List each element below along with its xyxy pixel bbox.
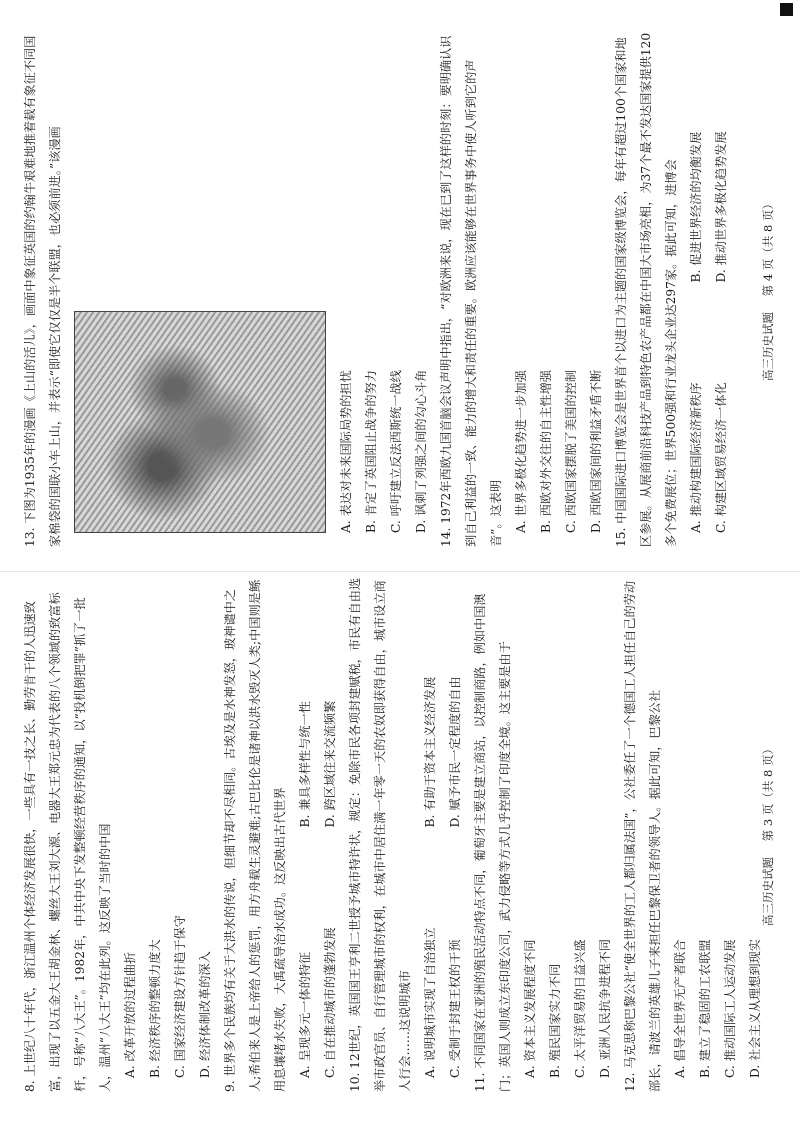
- question-8-stem: 8. 上世纪八十年代，浙江温州个体经济发展很快，一些具有一技之长、勤劳肯干的人迅速致富，出现了以五金大王胡金林、螺丝大王刘大源、电器大王郑元忠为代表的八个领域的致富标杆，号称“八大王”。1982年，中共中央下发整顿经营秩序的通知，以“投机倒把罪”抓了一批人，温州“八大王”均在此列。这反映了当时的中国: [23, 592, 112, 1092]
- q9-option-c: C. 自在推动城市的蓬勃发展: [323, 927, 337, 1078]
- page-3-footer: [756, 577, 781, 1092]
- q15-option-d: D. 推动世界多极化趋势发展: [714, 131, 728, 283]
- q11-option-c: C. 太平洋贸易的日益兴盛: [573, 939, 587, 1078]
- page-4-footer: [756, 32, 781, 547]
- q11-option-b: B. 殖民国家实力不同: [548, 963, 562, 1078]
- q12-option-d: D. 社会主义从理想到现实: [748, 939, 762, 1078]
- q13-option-b: B. 肯定了英国阻止战争的努力: [364, 370, 378, 533]
- question-14-stem: 14. 1972年西欧九国首脑会议声明中指出，“对欧洲来说，现在已到了这样的时刻：要明确认识到自己利益的一致、能力的增大和责任的重要。欧洲应该能够在世界事务中使人听到它的声音”。这表明: [439, 35, 503, 547]
- q15-option-c: C. 构建区域贸易经济一体化: [714, 382, 728, 533]
- question-11-stem: 11. 不同国家在亚洲的殖民活动特点不同，葡萄牙主要是建立商站，以控制商路，例如中国澳门；英国人则成立东印度公司，武力侵略等方式几乎控制了印度全境。这主要是由于: [473, 593, 512, 1092]
- q9-option-d: D. 跨区域往来交流频繁: [323, 700, 337, 828]
- q11-option-a: A. 资本主义发展程度不同: [523, 939, 537, 1078]
- question-9-stem: 9. 世界多个民族均有关于大洪水的传说，但细节却不尽相同。古埃及是水神发怒，玻神谴中之人;希伯来人是上帝给人的惩罚，用方舟载生灵避难;古巴比伦是诸神以洪水毁灭人类;中国则是鲧用息壤堵水失败，大禹疏导治水成功。这反映出古代世界: [223, 579, 287, 1092]
- q12-option-a: A. 倡导全世界无产者联合: [673, 939, 687, 1078]
- q12-option-c: C. 推动国际工人运动发展: [723, 939, 737, 1078]
- q8-option-a: A. 改革开放的过程曲折: [123, 951, 137, 1078]
- q14-option-b: B. 西欧对外交往的自主性增强: [539, 370, 553, 533]
- q13-option-d: D. 讽刺了列强之间的勾心斗角: [414, 369, 428, 533]
- q10-option-b: B. 有助于资本主义经济发展: [423, 676, 437, 828]
- corner-mark: [780, 3, 793, 16]
- q10-option-a: A. 说明城市实现了自治独立: [423, 927, 437, 1078]
- q8-option-d: D. 经济体制改革的深入: [198, 951, 212, 1078]
- q9-option-b: B. 兼具多样性与统一性: [298, 701, 312, 828]
- q14-option-a: A. 世界多极化趋势进一步加强: [514, 370, 528, 533]
- q10-option-c: C. 受制于封建王权的干预: [448, 939, 462, 1078]
- q15-option-b: B. 促进世界经济的均衡发展: [689, 131, 703, 283]
- q8-option-b: B. 经济秩序的整顿力度大: [148, 939, 162, 1078]
- question-15-stem: 15. 中国国际进口博览会是世界首个以进口为主题的国家级博览会，每年有超过100个国家和地区参展。从展商前沿科技产品到特色农产品都在中国大市场亮相，为37个最不发达国家提供120多个免费展位；世界500强和行业龙头企业达297家。据此可知，进博会: [614, 32, 678, 547]
- q10-option-d: D. 赋予市民一定程度的自由: [448, 676, 462, 828]
- q14-option-d: D. 西欧国家间的利益矛盾不断: [589, 369, 603, 533]
- footer-subject: 高三历史试题: [761, 856, 775, 926]
- question-12-stem: 12. 马克思称巴黎公社“使全世界的工人都归属法国”，公社委任了一个德国工人担任自己的劳动部长，请波兰的英雄儿子来担任巴黎保卫者的领导人。据此可知，巴黎公社: [623, 580, 662, 1092]
- q11-option-d: D. 亚洲人民抗争进程不同: [598, 939, 612, 1078]
- exam-page-3: [18, 577, 778, 1092]
- q8-option-c: C. 国家经济建设方针趋于保守: [173, 915, 187, 1078]
- q14-option-c: C. 西欧国家摆脱了美国的控制: [564, 370, 578, 533]
- footer-page-number: 第 3 页（共 8 页）: [761, 743, 775, 842]
- q13-option-a: A. 表达对未来国际局势的担忧: [339, 370, 353, 533]
- footer-page-number: 第 4 页（共 8 页）: [761, 198, 775, 297]
- question-10-stem: 10. 12世纪，英国国王亨利二世授予城市特许状，规定：免除市民各项封建赋税，市民有自由选举市政官员、自行管理城市的权利，在城市中居住满一年零一天的农奴即获得自由，城市设立商人行会……这说明城市: [348, 577, 412, 1092]
- footer-subject: 高三历史试题: [761, 311, 775, 381]
- cartoon-image: [74, 311, 326, 533]
- question-13-stem: 13. 下图为1935年的漫画《上山的活儿》，画面中象征英国的约翰牛艰难地推着载有象征不同国家棉袋的国联小车上山，并表示“即使它仅仅是半个联盟，也必须前进。”该漫画: [23, 35, 62, 547]
- q9-option-a: A. 呈现多元一体的特征: [298, 951, 312, 1078]
- q13-option-c: C. 呼吁建立反法西斯统一战线: [389, 370, 403, 533]
- q15-option-a: A. 推动构建国际经济新秩序: [689, 382, 703, 533]
- page-fold: [0, 571, 800, 572]
- q12-option-b: B. 建立了稳固的工农联盟: [698, 939, 712, 1078]
- exam-page-4: [18, 32, 778, 547]
